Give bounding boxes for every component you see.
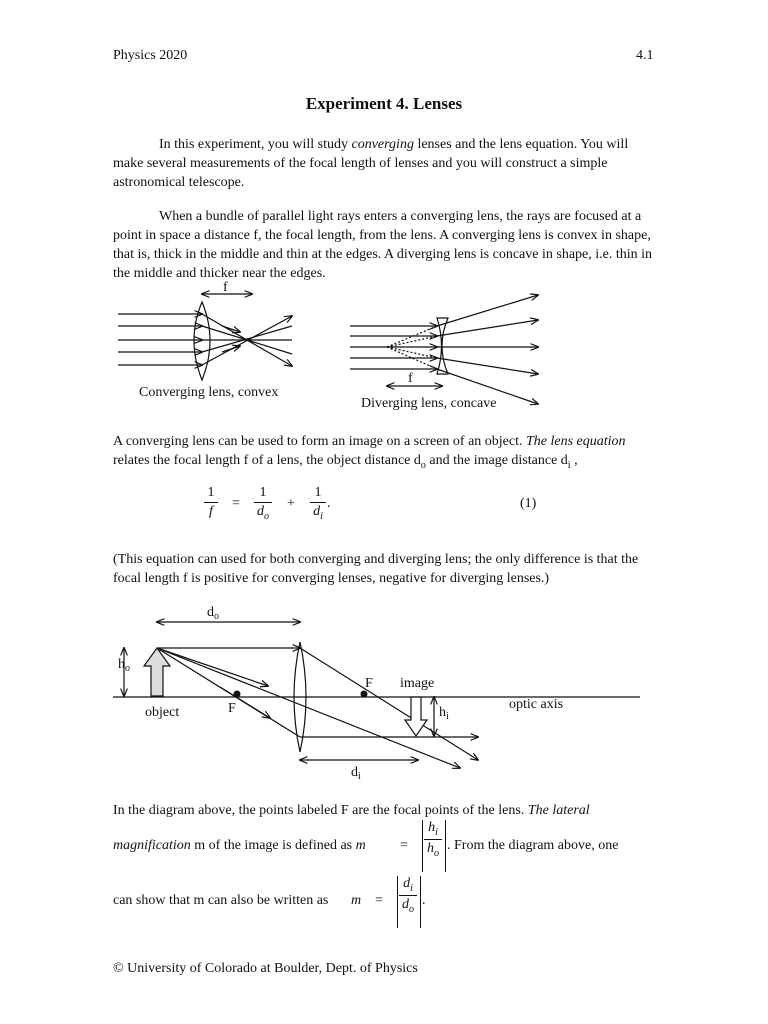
eq-num-3: 1 <box>314 485 322 500</box>
magnification-line-3 <box>113 893 328 909</box>
page-title: Experiment 4. Lenses <box>305 94 463 113</box>
converging-f-label: f <box>223 280 228 295</box>
mag-text-1: In the diagram above, the points labeled F are the focal points of the lens. <box>113 803 528 818</box>
lens-eq-text-b: relates the focal length f of a lens, the object distance d <box>113 453 421 468</box>
lens-eq-sub-o: o <box>420 459 426 471</box>
focal-point-left <box>234 691 241 698</box>
p1-text-a: In this experiment, you will study <box>159 137 352 152</box>
eq-period: . <box>327 496 331 511</box>
mag-emphasis-2: magnification <box>113 838 191 853</box>
mag-m-symbol-1: m <box>355 838 366 853</box>
footer-copyright: © University of Colorado at Boulder, Dept. of Physics <box>113 961 418 976</box>
focal-label-right: F <box>365 676 373 691</box>
focal-point-right <box>361 691 368 698</box>
mag-m-symbol-2: m <box>351 893 362 908</box>
mag-equals-2: = <box>375 893 383 908</box>
eq-equals: = <box>232 496 240 511</box>
caption-diverging: Diverging lens, concave <box>361 396 497 411</box>
eq-den-do: $d_o$ <box>257 504 269 522</box>
intro-paragraph-2: When a bundle of parallel light rays enters a converging lens, the rays are focused at a point in space a distance f, the focal length, from the lens. A converging lens is convex in shape, that is, thick in the middle and thin at the edges. A diverging lens is concave in shape, i.e. thin in the middle and thicker near the edges. <box>113 209 653 281</box>
focal-label-left: F <box>228 701 236 716</box>
di-label: $d_i$ <box>351 765 361 782</box>
magnification-line-2-end: . From the diagram above, one <box>447 838 619 853</box>
eq-num-2: 1 <box>259 485 267 500</box>
header-course: Physics 2020 <box>113 48 188 63</box>
lens-eq-text-d: , <box>570 453 578 468</box>
lens-eq-emphasis: The lens equation <box>526 434 626 449</box>
object-label: object <box>145 705 180 720</box>
mag-text-2: m of the image is defined as <box>190 838 356 853</box>
eq-den-di: $d_i$ <box>313 504 323 522</box>
sign-note-paragraph: (This equation can used for both converging and diverging lens; the only difference is that the focal length f is positive for converging lenses, negative for diverging lenses.) <box>113 552 639 586</box>
mag-frac-hi-ho: $h_i$ $h_o$ <box>424 820 442 859</box>
p1-emphasis: converging <box>351 137 414 152</box>
mag-emphasis-1: The lateral <box>527 803 590 818</box>
equation-number: (1) <box>520 496 537 511</box>
hi-label: $h_i$ <box>439 705 449 722</box>
eq-plus: + <box>287 496 295 511</box>
mag-frac-di-do: $d_i$ $d_o$ <box>399 876 417 915</box>
do-label: $d_o$ <box>207 605 219 622</box>
ho-label: $h_o$ <box>118 657 130 674</box>
image-label: image <box>400 676 435 691</box>
lens-eq-text-a: A converging lens can be used to form an image on a screen of an object. <box>113 434 526 449</box>
mag-text-3: can show that m can also be written as <box>113 893 329 908</box>
lens-eq-text-c: and the image distance d <box>425 453 568 468</box>
eq-num-1: 1 <box>207 485 215 500</box>
lens-eq-sub-i: i <box>567 459 571 471</box>
eq-den-f: f <box>209 504 213 519</box>
caption-converging: Converging lens, convex <box>139 385 279 400</box>
header-page-number: 4.1 <box>636 48 654 63</box>
optic-axis-label: optic axis <box>509 697 564 712</box>
object-arrow <box>144 648 170 696</box>
magnification-line-2 <box>113 838 366 854</box>
magnification-line-1 <box>113 801 673 820</box>
mag-period: . <box>422 893 426 908</box>
mag-equals-1: = <box>400 838 408 853</box>
p1-text-b: lenses and the lens equation. You will make several measurements of the focal length of lenses and you will construct a simple astronomical telescope. <box>113 137 629 190</box>
diverging-f-label: f <box>408 371 413 386</box>
